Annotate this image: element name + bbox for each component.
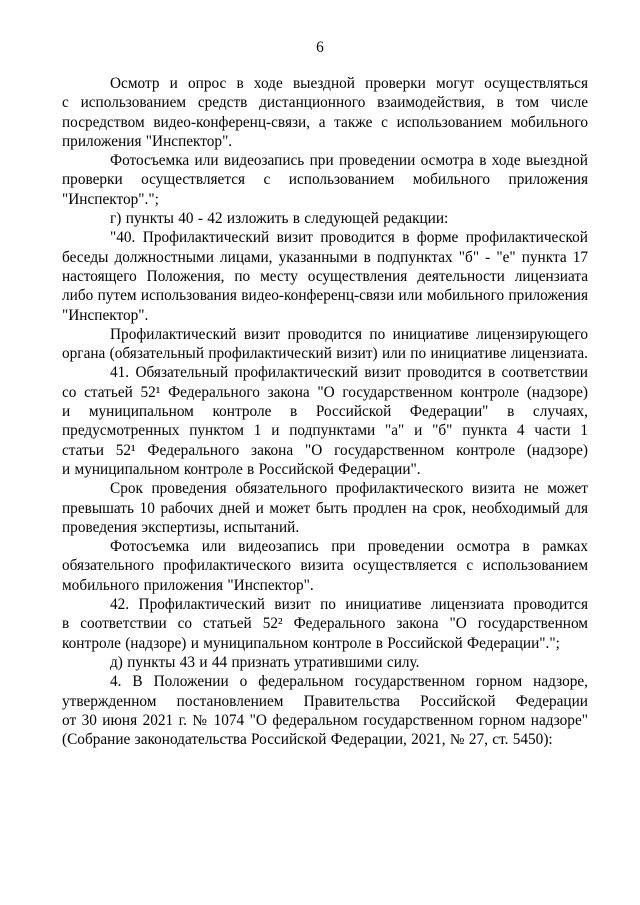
paragraph: Профилактический визит проводится по инициативе лицензирующего органа (обязательный профилактический визит) или по инициативе лицензиата.	[62, 325, 588, 363]
paragraph: Осмотр и опрос в ходе выездной проверки могут осуществляться с использованием средств дистанционного взаимодействия, в том числе посредством видео-конференц-связи, а также с использованием мобильного приложения "Инспектор".	[62, 75, 588, 150]
paragraph: г) пункты 40 - 42 изложить в следующей редакции:	[110, 210, 449, 228]
page-number: 6	[316, 39, 324, 56]
paragraph: 42. Профилактический визит по инициативе лицензиата проводится в соответствии со статьей 52² Федерального закона "О государственном контроле (надзоре) и муниципальном контроле в Российской Федерации".";	[62, 596, 588, 652]
paragraph: 4. В Положении о федеральном государственном горном надзоре, утвержденном постановлением Правительства Российской Федерации от 30 июня 2021 г. № 1074 "О федеральном государственном горном надзоре" (Собрание законодательства Российской Федерации, 2021, № 27, ст. 5450):	[62, 673, 588, 749]
document-body	[62, 74, 588, 749]
paragraph: Срок проведения обязательного профилактического визита не может превышать 10 рабочих дней и может быть продлен на срок, необходимый для проведения экспертизы, испытаний.	[62, 480, 588, 536]
paragraph: Фотосъемка или видеозапись при проведении осмотра в рамках обязательного профилактического визита осуществляется с использованием мобильного приложения "Инспектор".	[62, 538, 588, 594]
paragraph: д) пункты 43 и 44 признать утратившими силу.	[110, 653, 420, 671]
paragraph: "40. Профилактический визит проводится в форме профилактической беседы должностными лицами, указанными в подпунктах "б" - "е" пункта 17 настоящего Положения, по месту осуществления деятельности лицензиата либо путем использования видео-конференц-связи или мобильного приложения "Инспектор".	[62, 229, 588, 324]
paragraph: Фотосъемка или видеозапись при проведении осмотра в ходе выездной проверки осуществляется с использованием мобильного приложения "Инспектор".";	[62, 152, 588, 208]
paragraph: 41. Обязательный профилактический визит проводится в соответствии со статьей 52¹ Федерального закона "О государственном контроле (надзоре) и муниципальном контроле в Российской Федерации" в случаях, предусмотренных пунктом 1 и подпунктами "а" и "б" пункта 4 части 1 статьи 52¹ Федерального закона "О государственном контроле (надзоре) и муниципальном контроле в Российской Федерации".	[62, 364, 588, 478]
